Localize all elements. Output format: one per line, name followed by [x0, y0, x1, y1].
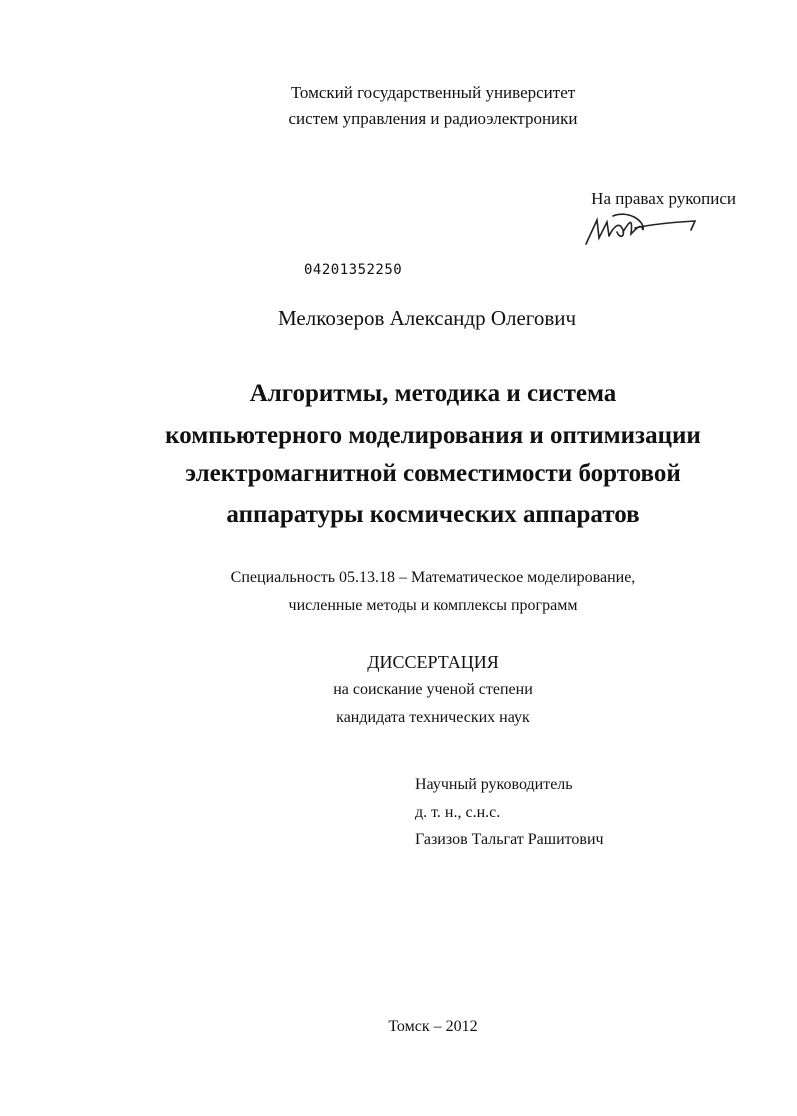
university-line-1: Томский государственный университет	[290, 83, 576, 102]
degree-line-2: кандидата технических наук	[336, 709, 530, 726]
handwritten-signature	[583, 208, 703, 248]
title-line-1: Алгоритмы, методика и система	[249, 380, 617, 407]
title-line-2: компьютерного моделирования и оптимизации	[165, 422, 701, 449]
specialty-line-2: численные методы и комплексы программ	[288, 597, 578, 614]
supervisor-name: Газизов Тальгат Рашитович	[415, 831, 604, 848]
degree-line-1: на соискание ученой степени	[333, 681, 533, 698]
document-type: ДИССЕРТАЦИЯ	[367, 652, 499, 672]
university-line-2: систем управления и радиоэлектроники	[288, 109, 578, 128]
supervisor-label: Научный руководитель	[415, 776, 573, 793]
catalog-number: 04201352250	[304, 262, 403, 278]
supervisor-degree: д. т. н., с.н.с.	[415, 804, 501, 821]
title-line-3: электромагнитной совместимости бортовой	[185, 460, 681, 487]
manuscript-note: На правах рукописи	[591, 189, 736, 208]
specialty-line-1: Специальность 05.13.18 – Математическое моделирование,	[230, 569, 636, 586]
city-year: Томск – 2012	[388, 1018, 478, 1035]
title-line-4: аппаратуры космических аппаратов	[226, 501, 640, 528]
author-name: Мелкозеров Александр Олегович	[278, 306, 577, 330]
